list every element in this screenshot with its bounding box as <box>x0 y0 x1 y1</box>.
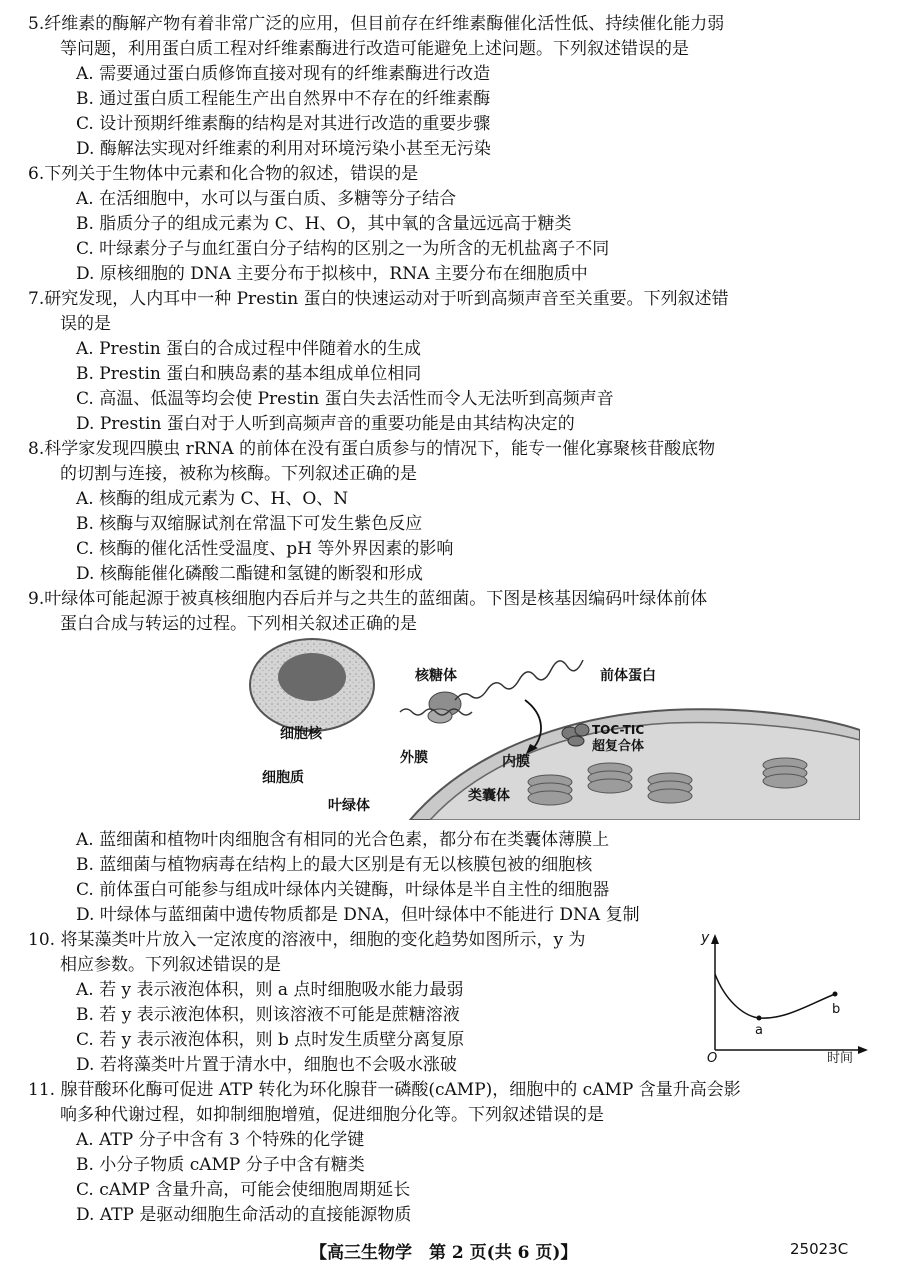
q7-option-d: D. Prestin 蛋白对于人听到高频声音的重要功能是由其结构决定的 <box>76 414 575 434</box>
q8-option-c: C. 核酶的催化活性受温度、pH 等外界因素的影响 <box>76 539 454 559</box>
q6-option-a: A. 在活细胞中，水可以与蛋白质、多糖等分子结合 <box>76 189 457 209</box>
q7-option-b: B. Prestin 蛋白和胰岛素的基本组成单位相同 <box>76 364 422 384</box>
q10-option-d: D. 若将藻类叶片置于清水中，细胞也不会吸水涨破 <box>76 1055 457 1075</box>
q9-stem-line2: 蛋白合成与转运的过程。下列相关叙述正确的是 <box>60 614 417 634</box>
q8-option-b: B. 核酶与双缩脲试剂在常温下可发生紫色反应 <box>76 514 423 534</box>
label-origin: O <box>707 1051 718 1066</box>
label-time: 时间 <box>827 1051 854 1066</box>
q9-stem-line1: 9.叶绿体可能起源于被真核细胞内吞后并与之共生的蓝细菌。下图是核基因编码叶绿体前体 <box>28 589 708 609</box>
label-toc-tic-2: 超复合体 <box>592 739 645 754</box>
q10-stem-line1: 10. 将某藻类叶片放入一定浓度的溶液中，细胞的变化趋势如图所示，y 为 <box>28 930 586 950</box>
q6-option-c: C. 叶绿素分子与血红蛋白分子结构的区别之一为所含的无机盐离子不同 <box>76 239 610 259</box>
label-toc-tic-1: TOC-TIC <box>592 723 645 737</box>
footer-exam-code: 25023C <box>790 1240 849 1258</box>
label-outer-membrane: 外膜 <box>400 750 428 766</box>
q7-option-c: C. 高温、低温等均会使 Prestin 蛋白失去活性而令人无法听到高频声音 <box>76 389 614 409</box>
q9-option-b: B. 蓝细菌与植物病毒在结构上的最大区别是有无以核膜包被的细胞核 <box>76 855 593 875</box>
q6-option-b: B. 脂质分子的组成元素为 C、H、O，其中氧的含量远远高于糖类 <box>76 214 572 234</box>
q9-option-c: C. 前体蛋白可能参与组成叶绿体内关键酶，叶绿体是半自主性的细胞器 <box>76 880 610 900</box>
q5-option-d: D. 酶解法实现对纤维素的利用对环境污染小甚至无污染 <box>76 139 491 159</box>
q9-option-d: D. 叶绿体与蓝细菌中遗传物质都是 DNA，但叶绿体中不能进行 DNA 复制 <box>76 905 640 925</box>
q7-stem-line1: 7.研究发现，人内耳中一种 Prestin 蛋白的快速运动对于听到高频声音至关重要。下列叙述错 <box>28 289 729 309</box>
label-point-b: b <box>832 1002 841 1017</box>
label-chloroplast: 叶绿体 <box>328 798 370 814</box>
q11-option-d: D. ATP 是驱动细胞生命活动的直接能源物质 <box>76 1205 412 1225</box>
label-nucleus: 细胞核 <box>280 726 322 742</box>
label-point-a: a <box>755 1023 763 1038</box>
y-axis-arrowhead <box>711 934 719 944</box>
q10-option-b: B. 若 y 表示液泡体积，则该溶液不可能是蔗糖溶液 <box>76 1005 460 1025</box>
footer-page-title: 【高三生物学 第 2 页(共 6 页)】 <box>310 1243 578 1263</box>
q11-stem-line1: 11. 腺苷酸环化酶可促进 ATP 转化为环化腺苷一磷酸(cAMP)，细胞中的 cAMP 含量升高会影 <box>28 1080 741 1100</box>
chloroplast-figure-svg <box>240 630 860 820</box>
q5-stem-line2: 等问题，利用蛋白质工程对纤维素酶进行改造可能避免上述问题。下列叙述错误的是 <box>60 39 689 59</box>
q11-option-c: C. cAMP 含量升高，可能会使细胞周期延长 <box>76 1180 411 1200</box>
q10-graph <box>695 928 870 1068</box>
q8-stem-line1: 8.科学家发现四膜虫 rRNA 的前体在没有蛋白质参与的情况下，能专一催化寡聚核苷酸底物 <box>28 439 716 459</box>
q10-graph-svg <box>695 928 870 1068</box>
q6-option-d: D. 原核细胞的 DNA 主要分布于拟核中，RNA 主要分布在细胞质中 <box>76 264 588 284</box>
q9-option-a: A. 蓝细菌和植物叶肉细胞含有相同的光合色素，都分布在类囊体薄膜上 <box>76 830 610 850</box>
label-inner-membrane: 内膜 <box>502 754 530 770</box>
trend-curve <box>715 974 835 1018</box>
q6-stem-line1: 6.下列关于生物体中元素和化合物的叙述，错误的是 <box>28 164 419 184</box>
q8-option-d: D. 核酶能催化磷酸二酯键和氢键的断裂和形成 <box>76 564 423 584</box>
q10-option-a: A. 若 y 表示液泡体积，则 a 点时细胞吸水能力最弱 <box>76 980 464 1000</box>
x-axis-arrowhead <box>858 1046 868 1054</box>
q5-option-c: C. 设计预期纤维素酶的结构是对其进行改造的重要步骤 <box>76 114 491 134</box>
q7-stem-line2: 误的是 <box>60 314 111 334</box>
label-cytoplasm: 细胞质 <box>262 770 304 786</box>
q11-stem-line2: 响多种代谢过程，如抑制细胞增殖，促进细胞分化等。下列叙述错误的是 <box>60 1105 604 1125</box>
q5-option-a: A. 需要通过蛋白质修饰直接对现有的纤维素酶进行改造 <box>76 64 491 84</box>
q7-option-a: A. Prestin 蛋白的合成过程中伴随着水的生成 <box>76 339 422 359</box>
label-y: y <box>701 930 710 946</box>
chloroplast-transport-figure <box>240 630 860 820</box>
label-thylakoid: 类囊体 <box>468 788 510 804</box>
label-ribosome: 核糖体 <box>415 668 457 684</box>
q8-option-a: A. 核酶的组成元素为 C、H、O、N <box>76 489 349 509</box>
q5-option-b: B. 通过蛋白质工程能生产出自然界中不存在的纤维素酶 <box>76 89 491 109</box>
nucleolus-shape <box>278 653 346 701</box>
precursor-protein-strand <box>455 660 583 700</box>
q8-stem-line2: 的切割与连接，被称为核酶。下列叙述正确的是 <box>60 464 417 484</box>
q5-stem-line1: 5.纤维素的酶解产物有着非常广泛的应用，但目前存在纤维素酶催化活性低、持续催化能力弱 <box>28 14 725 34</box>
q10-stem-line2: 相应参数。下列叙述错误的是 <box>60 955 281 975</box>
q10-option-c: C. 若 y 表示液泡体积，则 b 点时发生质壁分离复原 <box>76 1030 465 1050</box>
point-a-marker <box>757 1016 762 1021</box>
label-precursor-protein: 前体蛋白 <box>600 668 656 684</box>
point-b-marker <box>833 992 838 997</box>
q11-option-b: B. 小分子物质 cAMP 分子中含有糖类 <box>76 1155 365 1175</box>
q11-option-a: A. ATP 分子中含有 3 个特殊的化学键 <box>76 1130 365 1150</box>
